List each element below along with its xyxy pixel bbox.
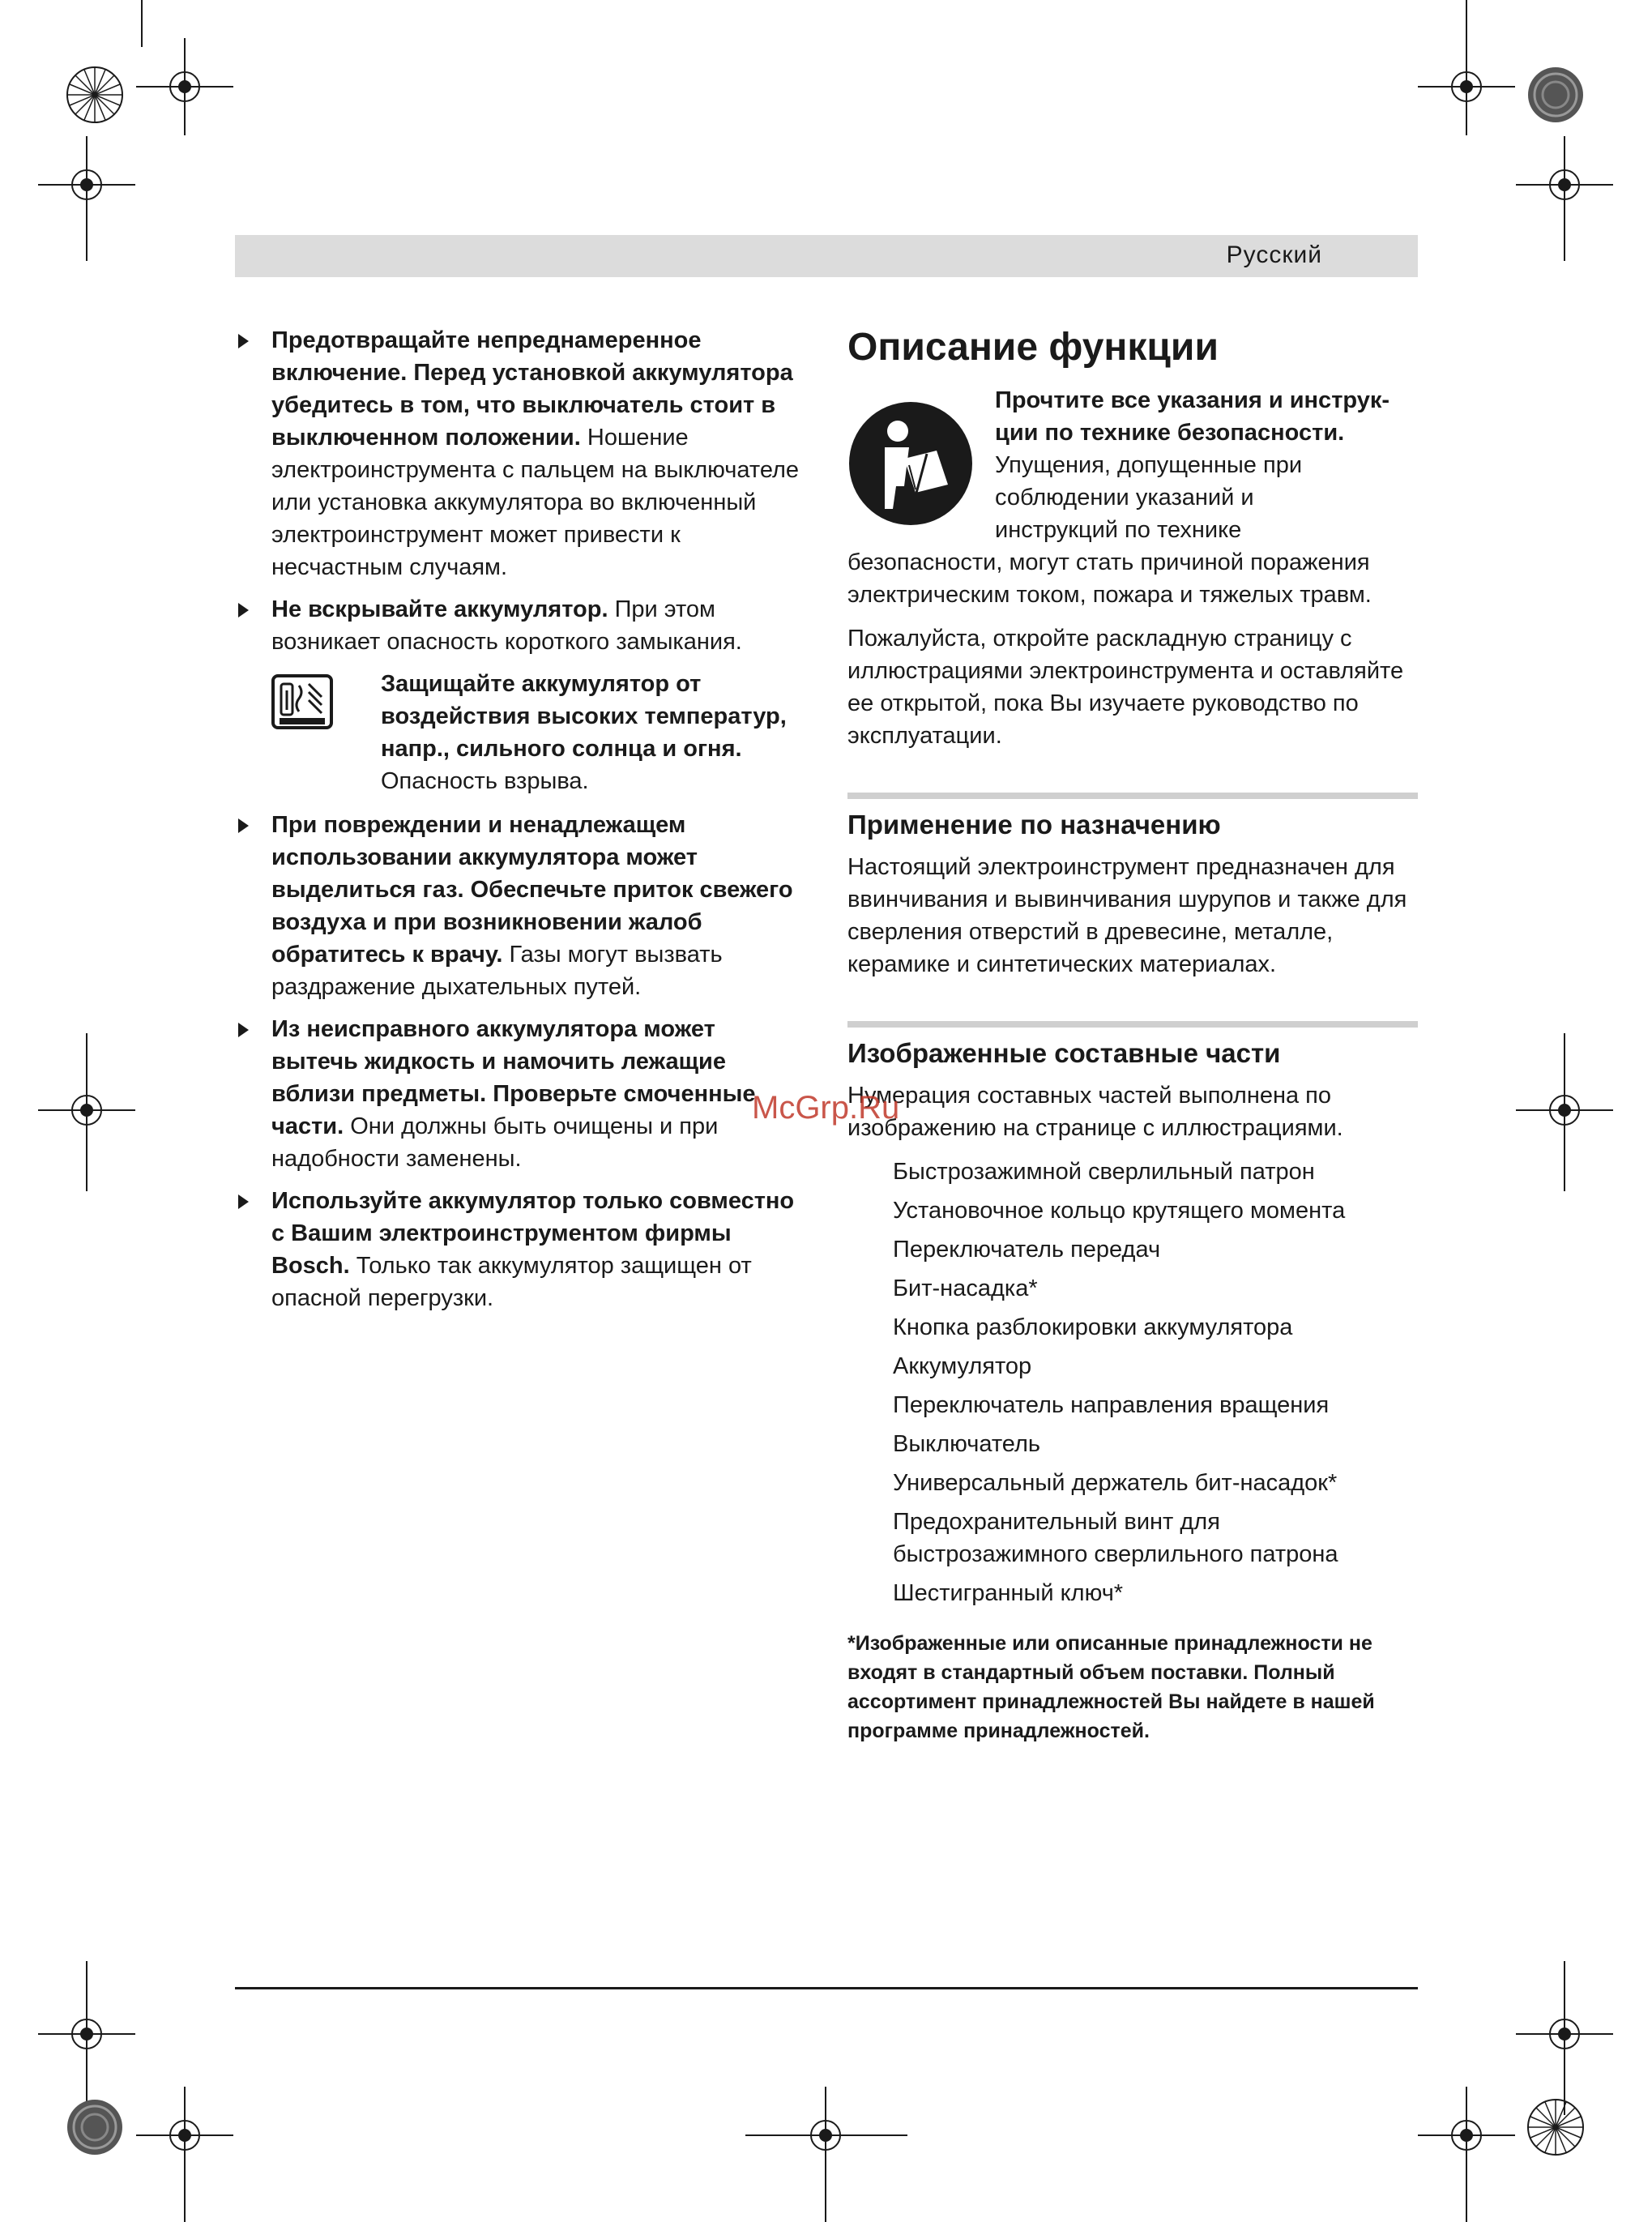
list-item: Быстрозажимной сверлильный патрон	[893, 1159, 1315, 1185]
bullet-triangle-icon	[238, 818, 249, 833]
list-item: Переключатель передач	[893, 1237, 1161, 1263]
list-item: Кнопка разблокировки аккумулятора	[893, 1314, 1293, 1340]
list-item: Универсальный держатель бит-насадок*	[893, 1470, 1338, 1496]
components-text: Нумерация составных частей выполнена по изображению на странице с иллюстрациями.	[847, 1083, 1343, 1141]
battery-heat-warning-icon	[271, 674, 333, 729]
left-column	[235, 324, 802, 1324]
safety-bullet: При повреждении и ненадлежащем использовании аккумулятора может выделиться газ. Обеспечьте приток свежего воздуха и при возникновении жалоб обратитесь к врачу. Газы могут вызвать раздражение дыхательных путей.	[235, 809, 802, 1003]
intended-use-text: Настоящий электроинструмент предназначен для ввинчивания и вывинчивания шурупов и также для сверления отверстий в древесине, металле, керамике и синтетических материалах.	[847, 854, 1407, 977]
section-divider	[847, 793, 1418, 799]
list-item: Переключатель направления вращения	[893, 1392, 1330, 1418]
list-item: Аккумулятор	[893, 1353, 1032, 1379]
safety-bullet: Не вскрывайте аккумулятор. При этом возникает опасность короткого замыкания.	[235, 593, 802, 658]
list-item: Бит-насадка*	[893, 1276, 1038, 1301]
accessories-footnote: *Изображенные или описанные принадлежности не входят в стандартный объем поставки. Полный ассортимент принадлежностей Вы найдете в нашей программе принадлежностей.	[847, 1632, 1375, 1742]
footer-rule	[235, 1987, 1418, 1989]
foldout-paragraph: Пожалуйста, откройте раскладную страницу с иллюстрациями электроинструмента и оставляйте ее открытой, пока Вы изучаете руководство по эксплуатации.	[847, 626, 1404, 749]
read-manual-icon	[847, 400, 974, 527]
components-heading: Изображенные составные части	[847, 1038, 1281, 1068]
list-item: Предохранительный винт для быстрозажимного сверлильного патрона	[893, 1509, 1338, 1567]
safety-bullet: Из неисправного аккумулятора может вытечь жидкость и намочить лежащие вблизи предметы. Проверьте смоченные части. Они должны быть очищены и при надобности заменены.	[235, 1013, 802, 1175]
list-item: Установочное кольцо крутящего момента	[893, 1198, 1346, 1224]
safety-intro: Прочтите все указания и инструк- ции по технике безопасности. Упущения, допущенные при соблюдении указаний и инструкций по технике безопасности, могут стать причиной поражения электрическим током, пожара и тяжелых травм.	[847, 387, 1390, 608]
intended-use-heading: Применение по назначению	[847, 810, 1221, 840]
list-item: Шестигранный ключ*	[893, 1580, 1124, 1606]
safety-bullet: Используйте аккумулятор только совместно с Вашим электроинструментом фирмы Bosch. Только так аккумулятор защищен от опасной перегрузки.	[235, 1185, 802, 1314]
section-title: Описание функции	[847, 326, 1219, 369]
bullet-triangle-icon	[238, 334, 249, 348]
bullet-triangle-icon	[238, 603, 249, 617]
safety-bullet: Предотвращайте непреднамеренное включение. Перед установкой аккумулятора убедитесь в том, что выключатель стоит в выключенном положении. Ношение электроинструмента с пальцем на выключателе или установка аккумулятора во включенный электроинструмент может привести к несчастным случаям.	[235, 324, 802, 583]
right-column	[847, 324, 1418, 1746]
heat-warning-note: Защищайте аккумулятор от воздействия высоких температур, напр., сильного солнца и огня. Опасность взрыва.	[271, 668, 802, 797]
components-list	[893, 1156, 1418, 1609]
language-label: Русский	[1226, 241, 1322, 268]
section-divider	[847, 1021, 1418, 1028]
watermark: McGrp.Ru	[752, 1090, 900, 1126]
bullet-triangle-icon	[238, 1194, 249, 1209]
bullet-triangle-icon	[238, 1023, 249, 1037]
list-item: Выключатель	[893, 1431, 1040, 1457]
header-bar	[235, 235, 1418, 277]
